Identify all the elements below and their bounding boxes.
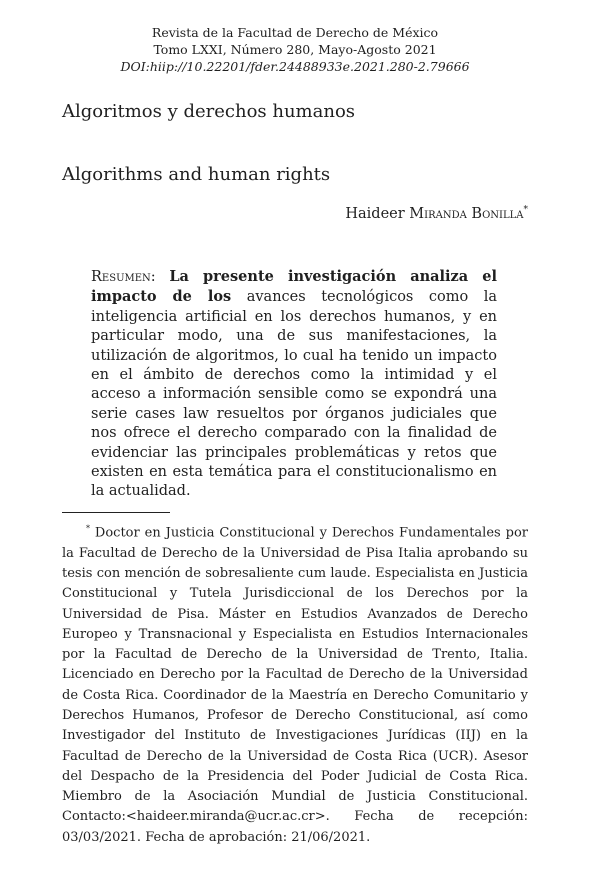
abstract-lead: La presente investigación analiza el impacto de los xyxy=(91,268,497,306)
author-line xyxy=(345,205,528,222)
author-last-name: Miranda Bonilla xyxy=(409,205,524,222)
abstract-body: avances tecnológicos como la inteligencia artificial en los derechos humanos, y en particular modo, una de sus manifestaciones, la utilización de algoritmos, lo cual ha tenido un impacto en el ámbito de derechos como la intimidad y el acceso a información sensible como se expondrá una serie cases law resueltos por órganos judiciales que nos ofrece el derecho comparado con la finalidad de evidenciar las principales problemáticas y retos que existen en esta temática para el constitucionalismo en la actualidad. xyxy=(91,289,498,500)
footnote-text: Doctor en Justicia Constitucional y Derechos Fundamentales por la Facultad de Derecho de la Universidad de Pisa Italia aprobando su tesis con mención de sobresaliente cum laude. Especialista en Justicia Constitucional y Tutela Jurisdiccional de los Derechos por la Universidad de Pisa. Máster en Estudios Avanzados de Derecho Europeo y Transnacional y Especialista en Estudios Internacionales por la Facultad de Derecho de la Universidad de Trento, Italia. Licenciado en Derecho por la Facultad de Derecho de la Universidad de Costa Rica. Coordinador de la Maestría en Derecho Comunitario y Derechos Humanos, Profesor de Derecho Constitucional, así como Investigador del Instituto de Investigaciones Jurídicas (IIJ) en la Facultad de Derecho de la Universidad de Costa Rica (UCR). Asesor del Despacho de la Presidencia del Poder Judicial de Costa Rica. Miembro de la Asociación Mundial de Justicia Constitucional. Contacto:<haideer.miranda@ucr.ac.cr>. Fecha de recepción: 03/03/2021. Fecha de aprobación: 21/06/2021. xyxy=(62,525,528,845)
doi: DOI:hiip://10.22201/fder.24488933e.2021.280-2.79666 xyxy=(120,59,470,74)
title-english: Algorithms and human rights xyxy=(62,164,331,185)
title-spanish: Algoritmos y derechos humanos xyxy=(62,101,356,122)
journal-name: Revista de la Facultad de Derecho de México xyxy=(151,25,439,40)
author-footnote xyxy=(62,519,528,848)
abstract xyxy=(91,267,497,502)
author-footnote-mark: * xyxy=(523,205,528,215)
running-header xyxy=(0,24,590,75)
footnote-mark: * xyxy=(86,524,90,533)
author-first-name: Haideer xyxy=(345,205,410,222)
volume-info: Tomo LXXI, Número 280, Mayo-Agosto 2021 xyxy=(153,42,437,57)
abstract-label: Resumen: xyxy=(91,269,156,285)
footnote-separator xyxy=(62,512,170,513)
